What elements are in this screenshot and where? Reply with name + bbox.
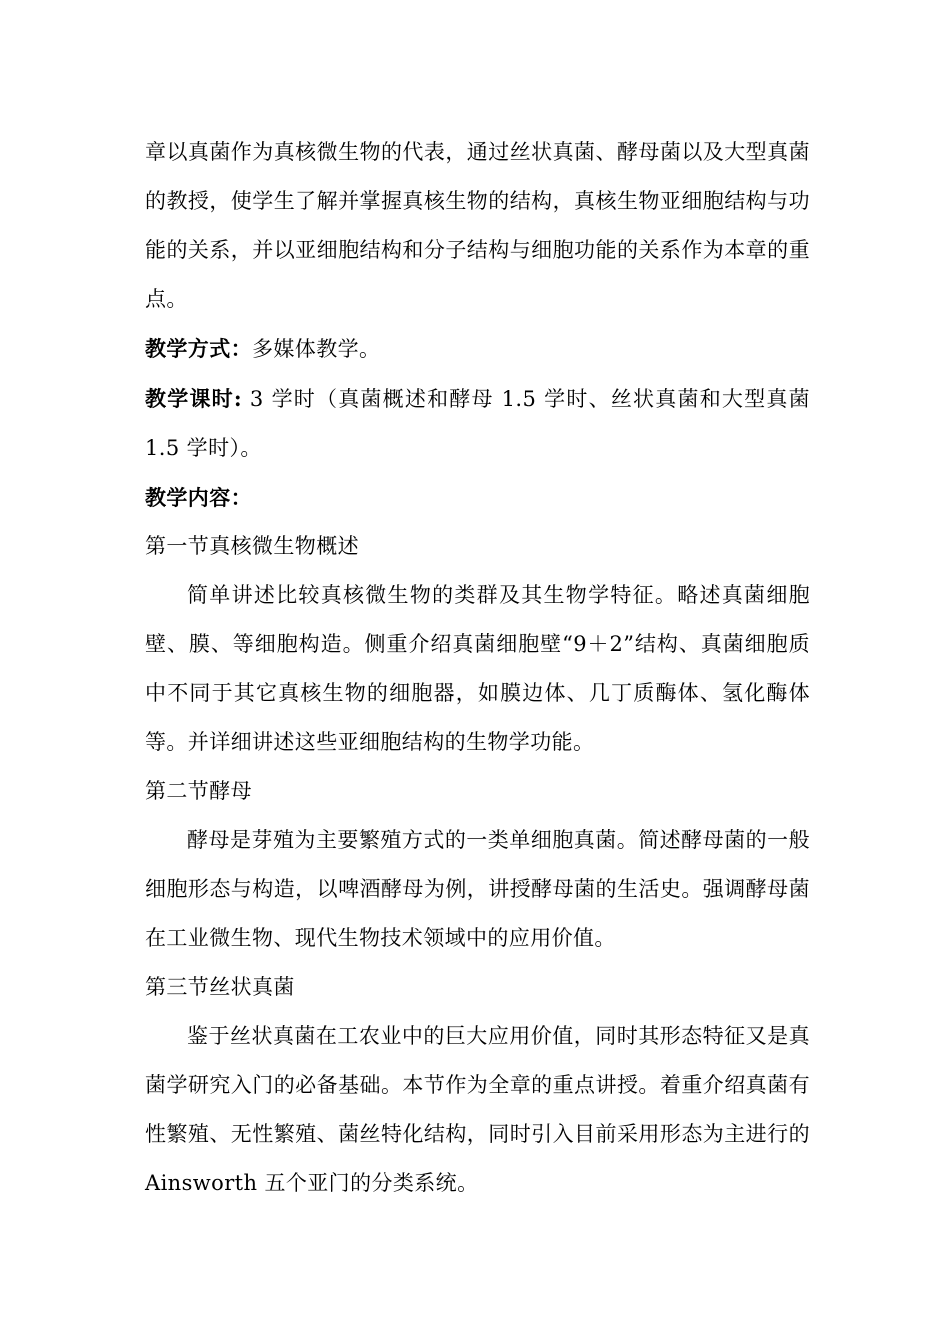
teaching-method-label: 教学方式： — [145, 336, 252, 361]
document-page — [145, 128, 810, 1208]
teaching-hours-line — [145, 374, 810, 473]
section-title: 第二节酵母 — [145, 779, 252, 803]
teaching-hours-value: 3 学时（真菌概述和酵母 1.5 学时、丝状真菌和大型真菌 1.5 学时）。 — [145, 387, 810, 460]
teaching-content-heading: 教学内容： — [145, 485, 252, 510]
section-title: 第三节丝状真菌 — [145, 975, 295, 999]
teaching-hours-label: 教学课时: — [145, 386, 243, 411]
section-body: 鉴于丝状真菌在工农业中的巨大应用价值，同时其形态特征又是真菌学研究入门的必备基础。本节作为全章的重点讲授。着重介绍真菌有性繁殖、无性繁殖、菌丝特化结构，同时引入目前采用形态为主进行的Ainsworth 五个亚门的分类系统。 — [145, 1024, 810, 1195]
section-body: 简单讲述比较真核微生物的类群及其生物学特征。略述真菌细胞壁、膜、等细胞构造。侧重介绍真菌细胞壁“9＋2”结构、真菌细胞质中不同于其它真核生物的细胞器，如膜边体、几丁质酶体、氢化酶体等。并详细讲述这些亚细胞结构的生物学功能。 — [145, 583, 810, 754]
teaching-method-value: 多媒体教学。 — [252, 337, 381, 361]
intro-paragraph: 章以真菌作为真核微生物的代表，通过丝状真菌、酵母菌以及大型真菌的教授，使学生了解并掌握真核生物的结构，真核生物亚细胞结构与功能的关系，并以亚细胞结构和分子结构与细胞功能的关系作为本章的重点。 — [145, 140, 810, 311]
section-body: 酵母是芽殖为主要繁殖方式的一类单细胞真菌。简述酵母菌的一般细胞形态与构造，以啤酒酵母为例，讲授酵母菌的生活史。强调酵母菌在工业微生物、现代生物技术领域中的应用价值。 — [145, 828, 810, 950]
section-title: 第一节真核微生物概述 — [145, 534, 359, 558]
teaching-method-line — [145, 324, 810, 374]
